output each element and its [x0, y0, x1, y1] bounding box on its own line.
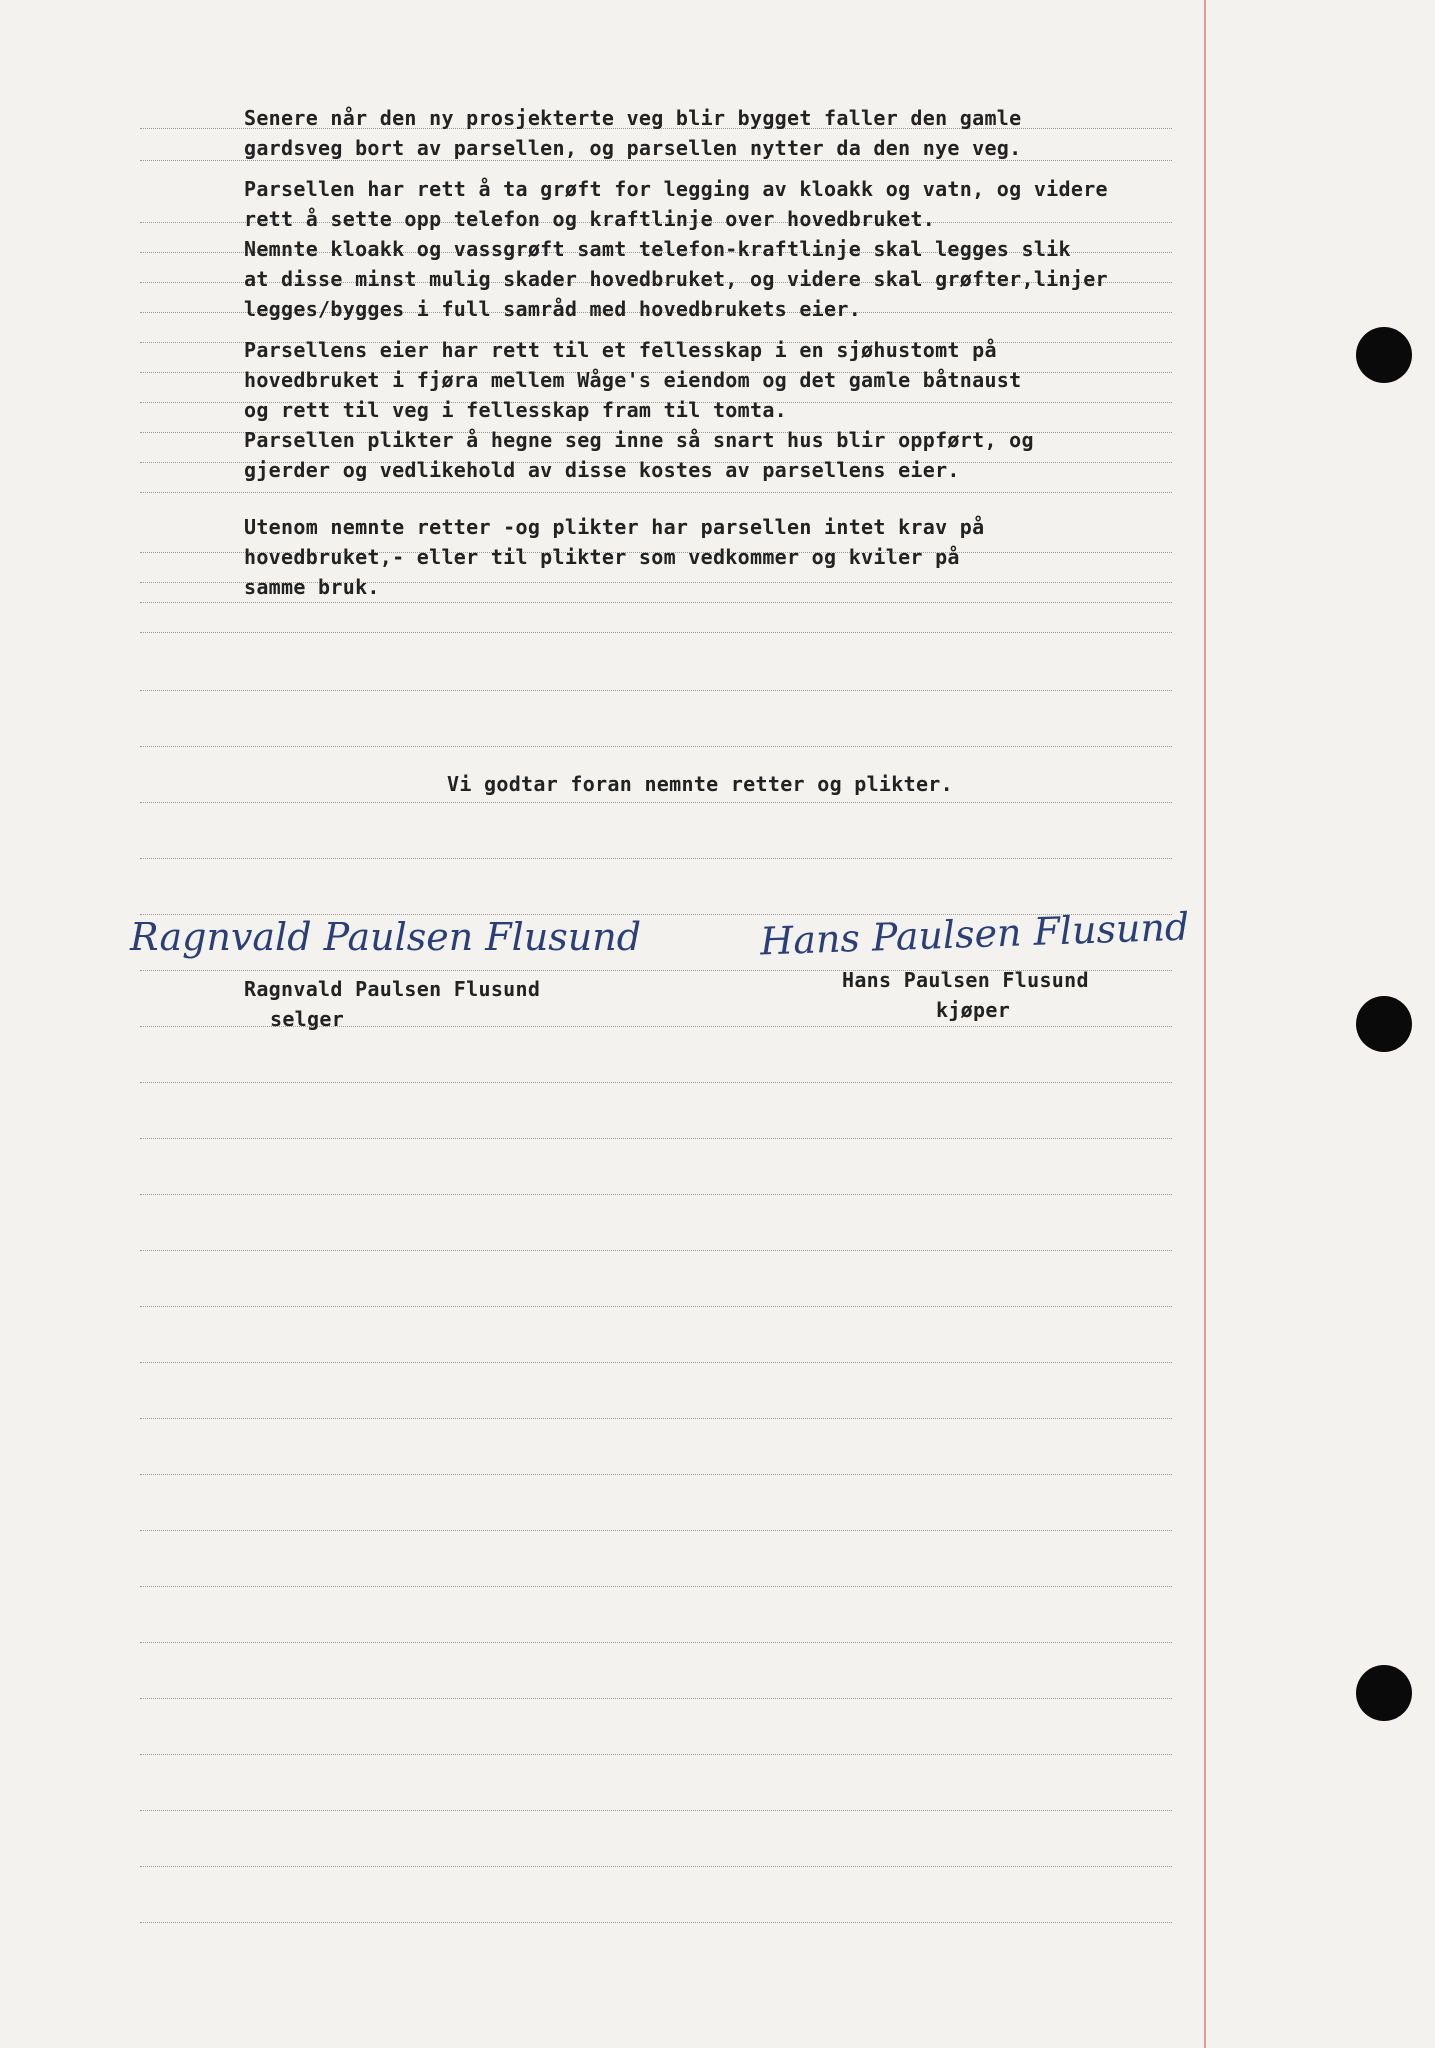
ruled-line: [140, 1922, 1172, 1923]
ruled-line: [140, 1418, 1172, 1419]
text-line: hovedbruket,- eller til plikter som vedkommer og kviler på: [244, 545, 960, 569]
ruled-line: [140, 1362, 1172, 1363]
buyer-name: Hans Paulsen Flusund: [842, 968, 1089, 992]
text-line: rett å sette opp telefon og kraftlinje over hovedbruket.: [244, 207, 936, 231]
ruled-line: [140, 746, 1172, 747]
ruled-line: [140, 1194, 1172, 1195]
text-line: Parsellens eier har rett til et fellesskap i en sjøhustomt på: [244, 338, 997, 362]
text-line: Utenom nemnte retter -og plikter har parsellen intet krav på: [244, 515, 985, 539]
ruled-line: [140, 1138, 1172, 1139]
ruled-line: [140, 492, 1172, 493]
seller-role: selger: [270, 1007, 345, 1031]
ruled-line: [140, 1530, 1172, 1531]
ruled-line: [140, 1306, 1172, 1307]
ruled-line: [140, 1754, 1172, 1755]
acceptance-statement: Vi godtar foran nemnte retter og plikter.: [447, 772, 953, 796]
ruled-line: [140, 690, 1172, 691]
ruled-line: [140, 1810, 1172, 1811]
ruled-line: [140, 858, 1172, 859]
ruled-line: [140, 1586, 1172, 1587]
ruled-line: [140, 602, 1172, 603]
punch-hole: [1356, 1665, 1412, 1721]
ruled-line: [140, 632, 1172, 633]
text-line: Parsellen plikter å hegne seg inne så snart hus blir oppført, og: [244, 428, 1034, 452]
text-line: Nemnte kloakk og vassgrøft samt telefon-kraftlinje skal legges slik: [244, 237, 1071, 261]
ruled-line: [140, 1866, 1172, 1867]
buyer-role: kjøper: [936, 998, 1011, 1022]
text-line: gardsveg bort av parsellen, og parsellen nytter da den nye veg.: [244, 136, 1022, 160]
text-line: hovedbruket i fjøra mellem Wåge's eiendom og det gamle båtnaust: [244, 368, 1022, 392]
text-line: Senere når den ny prosjekterte veg blir bygget faller den gamle: [244, 106, 1022, 130]
text-line: gjerder og vedlikehold av disse kostes av parsellens eier.: [244, 458, 960, 482]
ruled-line: [140, 802, 1172, 803]
text-line: legges/bygges i full samråd med hovedbrukets eier.: [244, 297, 862, 321]
ruled-line: [140, 160, 1172, 161]
ruled-line: [140, 1698, 1172, 1699]
margin-line: [1204, 0, 1206, 2048]
seller-signature: Ragnvald Paulsen Flusund: [130, 915, 642, 959]
text-line: og rett til veg i fellesskap fram til tomta.: [244, 398, 788, 422]
punch-hole: [1356, 996, 1412, 1052]
text-line: Parsellen har rett å ta grøft for legging av kloakk og vatn, og videre: [244, 177, 1108, 201]
ruled-line: [140, 1474, 1172, 1475]
seller-name: Ragnvald Paulsen Flusund: [244, 977, 541, 1001]
text-line: samme bruk.: [244, 575, 380, 599]
ruled-line: [140, 1250, 1172, 1251]
punch-hole: [1356, 327, 1412, 383]
text-line: at disse minst mulig skader hovedbruket, og videre skal grøfter,linjer: [244, 267, 1108, 291]
ruled-line: [140, 1082, 1172, 1083]
buyer-signature: Hans Paulsen Flusund: [759, 904, 1190, 964]
ruled-line: [140, 1642, 1172, 1643]
